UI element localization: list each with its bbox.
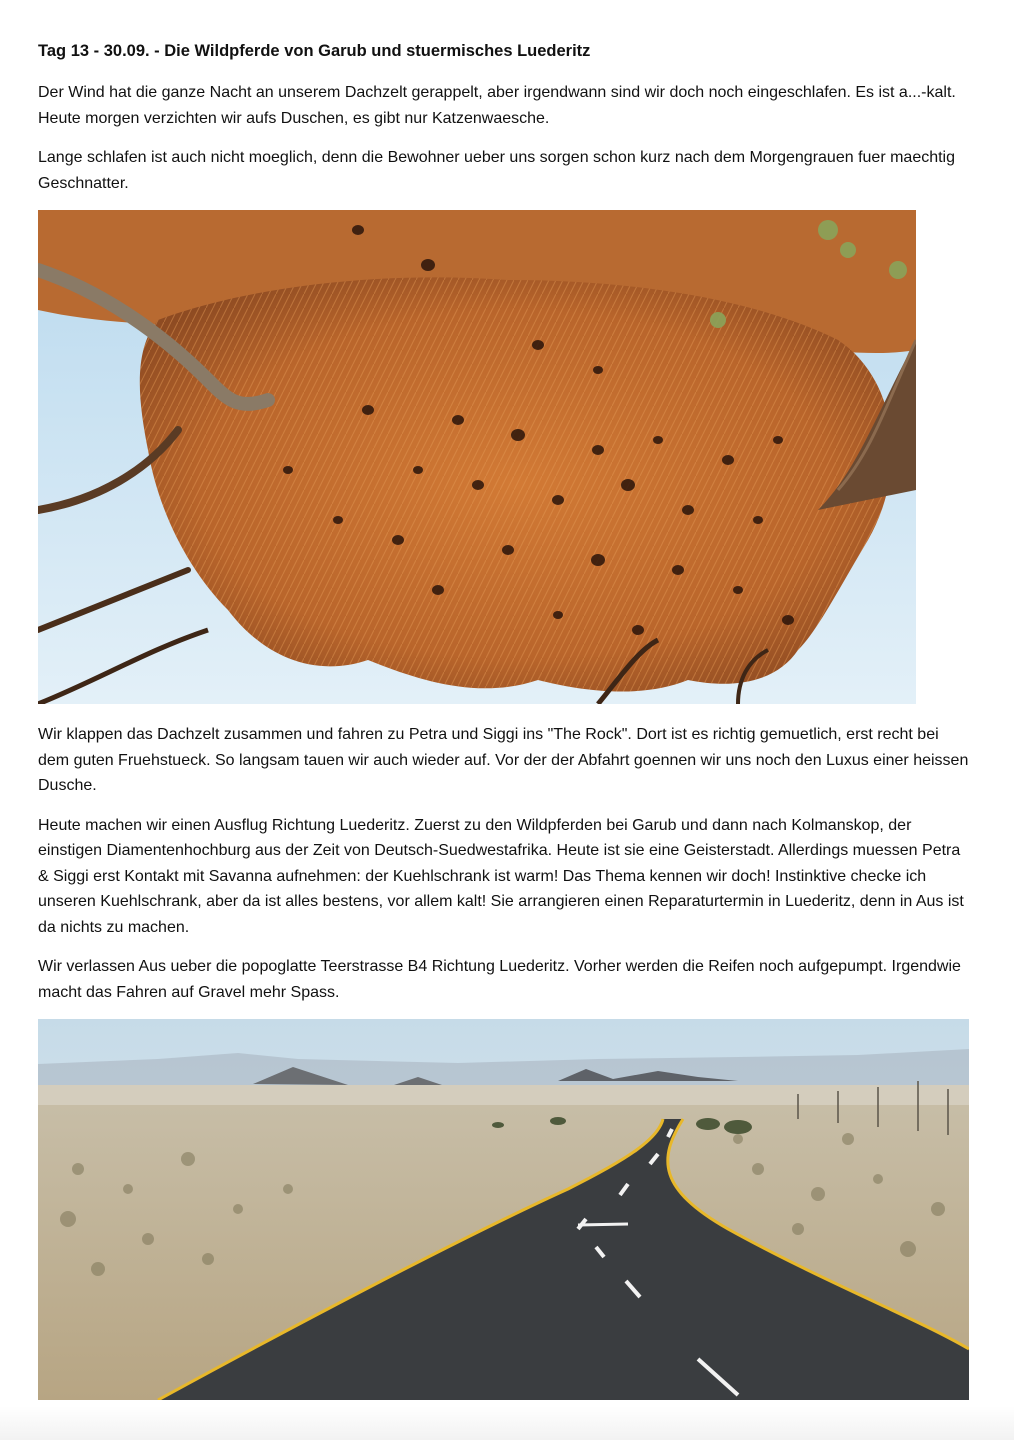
paragraph-5: Wir verlassen Aus ueber die popoglatte Teerstrasse B4 Richtung Luederitz. Vorher werden die Reifen noch aufgepumpt. Irgendwie macht das Fahren auf Gravel mehr Spass.: [38, 958, 961, 1001]
desert-road-photo: [38, 1019, 969, 1400]
desert-road-illustration: [38, 1019, 969, 1400]
weaver-nest-photo: [38, 210, 916, 704]
paragraph-3: Wir klappen das Dachzelt zusammen und fahren zu Petra und Siggi ins "The Rock". Dort ist es richtig gemuetlich, erst recht bei dem guten Fruehstueck. So langsam tauen wir auch wieder auf. Vor der der Abfahrt goennen wir uns noch den Luxus einer heissen Dusche.: [38, 726, 969, 794]
paragraph-4: Heute machen wir einen Ausflug Richtung Luederitz. Zuerst zu den Wildpferden bei Garub und dann nach Kolmanskop, der einstigen Diamentenhochburg aus der Zeit von Deutsch-Suedwestafrika. Heute ist sie eine Geisterstadt. Allerdings muessen Petra & Siggi erst Kontakt mit Savanna aufnehmen: der Kuehlschrank ist warm! Das Thema kennen wir doch! Instinktive checke ich unseren Kuehlschrank, aber da ist alles bestens, vor allem kalt! Sie arrangieren einen Reparaturtermin in Luederitz, denn in Aus ist da nichts zu machen.: [38, 816, 964, 936]
page-title: Tag 13 - 30.09. - Die Wildpferde von Garub und stuermisches Luederitz: [38, 42, 591, 60]
paragraph-1: Der Wind hat die ganze Nacht an unserem Dachzelt gerappelt, aber irgendwann sind wir doch noch eingeschlafen. Es ist a...-kalt. Heute morgen verzichten wir aufs Duschen, es gibt nur Katzenwaesche.: [38, 84, 956, 127]
weaver-nest-illustration: [38, 210, 916, 704]
document-page: [38, 40, 973, 1418]
page-footer-shadow: [0, 1406, 1014, 1440]
paragraph-2: Lange schlafen ist auch nicht moeglich, denn die Bewohner ueber uns sorgen schon kurz nach dem Morgengrauen fuer maechtig Geschnatter.: [38, 149, 956, 192]
